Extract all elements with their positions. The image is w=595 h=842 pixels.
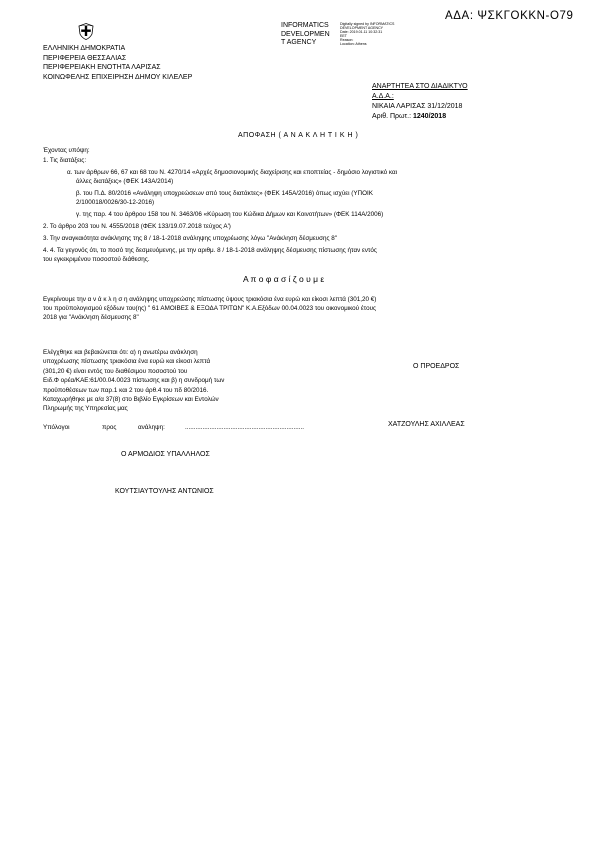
responsible-row: Υπόλογοι προς ανάληψη: .................................................................... — [43, 424, 304, 431]
digital-signature-stamp: Digitally signed by INFORMATICS DEVELOPMENT AGENCY Date: 2019.01.11 10:32:31 EET Reason: Location: Athens — [340, 22, 395, 46]
decision-text: Εγκρίνουμε την α ν ά κ λ η σ η ανάληψης υποχρεώσης πίστωσης ύψους τριακόσια ένα ευρώ και είκοσι λεπτά (301,20 €) του προϋπολογισμού εξόδων του(ης) " 61 ΑΜΟΙΒΕΣ & ΕΞΟΔΑ ΤΡΙΤΩΝ" Κ.Α.Εξόδων 00.04.0023 του οικονομικού έτους 2018 για "Ανάκληση δέσμευσης 8" — [43, 296, 377, 321]
document-meta — [372, 82, 468, 122]
considering-item-1c: γ. της παρ. 4 του άρθρου 158 του Ν. 3463/06 «Κύρωση του Κώδικα Δήμων και Κοινοτήτων» (ΦΕΚ 114Α/2006) — [76, 211, 384, 218]
president-title: Ο ΠΡΟΕΔΡΟΣ — [413, 363, 460, 370]
considering-heading: Έχοντας υπόψη: — [43, 147, 90, 154]
officer-name: ΚΟΥΤΣΙΑΥΤΟΥΛΗΣ ΑΝΤΩΝΙΟΣ — [115, 488, 214, 495]
president-name: ΧΑΤΖΟΥΛΗΣ ΑΧΙΛΛΕΑΣ — [388, 421, 465, 428]
posting-notice: ΑΝΑΡΤΗΤΕΑ ΣΤΟ ΔΙΑΔΙΚΤΥΟ — [372, 83, 468, 90]
agency-name: INFORMATICS DEVELOPMEN T AGENCY — [281, 22, 330, 47]
greek-emblem-icon — [78, 23, 94, 45]
considering-item-1a: α. των άρθρων 66, 67 και 68 του Ν. 4270/14 «Αρχές δημοσιονομικής διαχείρισης και εποπτείας - δημόσιο λογιστικό και άλλες διατάξεις» (ΦΕΚ 143Α/2014) — [67, 169, 398, 185]
decision-heading: Α π ο φ α σ ί ζ ο υ μ ε — [243, 274, 325, 284]
verification-block: Ελέγχθηκε και βεβαιώνεται ότι: α) η ανωτέρω ανάκληση υποχρέωσης πίστωσης τριακόσια ένα ευρώ και είκοσι λεπτά (301,20 €) είναι εντός του διαθέσιμου ποσοστού του Ειδ.Φ ορέα/ΚΑΕ:61/00.04.0023 πίστωσης και β) η συνδρομή των προϋποθέσεων των παρ.1 και 2 του άρθ.4 του πδ 80/2016. Καταχωρήθηκε με α/α 37(8) στο Βιβλίο Εγκρίσεων και Εντολών Πληρωμής της Υπηρεσίας μας — [43, 349, 225, 413]
considering-item-1: 1. Τις διατάξεις: — [43, 157, 87, 164]
considering-item-2: 2. Το άρθρο 203 του Ν. 4555/2018 (ΦΕΚ 133/19.07.2018 τεύχος Α') — [43, 223, 231, 230]
ada-code: ΑΔΑ: ΨΣΚΓΟΚΚΝ-Ο79 — [445, 10, 574, 22]
issuer-header: ΕΛΛΗΝΙΚΗ ΔΗΜΟΚΡΑΤΙΑ ΠΕΡΙΦΕΡΕΙΑ ΘΕΣΣΑΛΙΑΣ ΠΕΡΙΦΕΡΕΙΑΚΗ ΕΝΟΤΗΤΑ ΛΑΡΙΣΑΣ ΚΟΙΝΩΦΕΛΗΣ ΕΠΙΧΕΙΡΗΣΗ ΔΗΜΟΥ ΚΙΛΕΛΕΡ — [43, 45, 193, 81]
place-date: ΝΙΚΑΙΑ ΛΑΡΙΣΑΣ 31/12/2018 — [372, 103, 463, 110]
considering-item-3: 3. Την αναγκαιότητα ανάκλησης της 8 / 18-1-2018 ανάληψης υποχρέωσης λόγω "Ανάκληση δέσμευσης 8" — [43, 235, 338, 242]
considering-item-1b: β. του Π.Δ. 80/2016 «Ανάληψη υποχρεώσεων από τους διατάκτες» (ΦΕΚ 145Α/2016) όπως ισχύει (ΥΠΟΙΚ 2/100018/0026/30-12-2016) — [76, 190, 373, 206]
ada-label: Α.Δ.Α.: — [372, 93, 394, 100]
officer-title: Ο ΑΡΜΟΔΙΟΣ ΥΠΑΛΛΗΛΟΣ — [121, 451, 210, 458]
considering-item-4: 4. 4. Τα γεγονός ότι, το ποσό της δεσμευόμενης, με την αριθμ. 8 / 18-1-2018 ανάληψης δέσμευσης πίστωσης ήταν εντός του εγκεκριμένου ποσοστού διάθεσης. — [43, 247, 377, 263]
page-title: ΑΠΟΦΑΣΗ ( Α Ν Α Κ Λ Η Τ Ι Κ Η ) — [238, 132, 359, 139]
protocol-number: Αριθ. Πρωτ.: 1240/2018 — [372, 113, 447, 120]
